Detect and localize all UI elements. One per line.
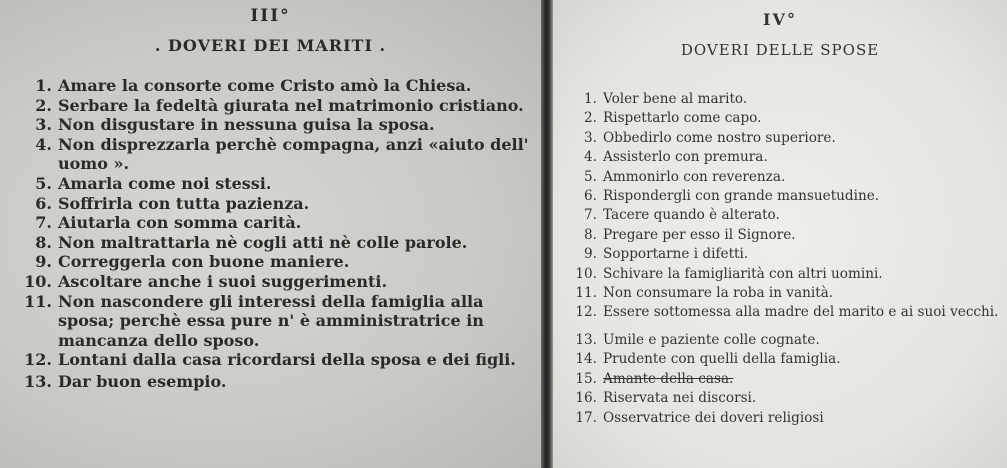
item-text: Assisterlo con premura. [603,149,768,166]
list-item [573,90,1005,109]
list-item [22,96,534,116]
item-text: Dar buon esempio. [58,371,227,391]
item-text: Amante della casa. [603,370,734,387]
right-page [553,0,1007,468]
list-item [573,331,1005,350]
item-text: Essere sottomessa alla madre del marito e ai suoi vecchi. [603,304,999,321]
item-number: 9. [584,246,597,263]
item-number: 7. [584,207,597,224]
list-item [22,272,534,292]
item-number: 3. [584,129,597,146]
item-text: Obbedirlo come nostro superiore. [603,129,836,146]
item-number: 8. [584,226,597,243]
item-text: Riservata nei discorsi. [603,390,757,407]
list-item [573,370,1005,389]
left-section-title: . DOVERI DEI MARITI . [154,36,387,55]
item-number: 11. [575,285,597,302]
item-number: 1. [584,91,597,107]
item-text: Amare la consorte come Cristo amò la Chiesa. [58,76,472,95]
list-item [573,389,1005,408]
item-text: Non nascondere gli interessi della famiglia alla sposa; perchè essa pure n' è amministratrice in mancanza dello sposo. [58,291,484,350]
item-number: 10. [575,265,597,282]
item-number: 11. [24,291,52,311]
list-item [22,194,534,214]
list-item [573,168,1005,187]
list-item [573,303,1005,322]
item-text: Non consumare la roba in vanità. [603,285,834,302]
right-section-numeral: IV° [763,10,797,29]
list-item [573,265,1005,284]
item-number: 5. [35,173,52,193]
item-number: 5. [584,168,597,185]
item-text: Tacere quando è alterato. [603,207,780,224]
item-number: 14. [575,351,597,368]
item-number: 16. [575,390,597,407]
list-item [22,115,534,135]
item-text: Rispettarlo come capo. [603,110,762,127]
list-item [573,350,1005,369]
list-item [22,233,534,253]
list-item [573,226,1005,245]
item-number: 12. [24,350,52,370]
list-item [573,109,1005,128]
item-number: 10. [24,271,52,291]
left-section-numeral: III° [250,6,291,26]
item-text: Non maltrattarla nè cogli atti nè colle parole. [58,232,468,252]
item-text: Aiutarla con somma carità. [58,213,302,233]
item-text: Rispondergli con grande mansuetudine. [603,188,880,205]
list-item [22,372,534,392]
item-number: 13. [24,371,52,391]
item-text: Amarla come noi stessi. [58,173,272,193]
item-number: 2. [584,110,597,127]
list-item [573,148,1005,167]
list-item [573,284,1005,303]
list-item [22,350,534,370]
list-item [573,206,1005,225]
item-text: Prudente con quelli della famiglia. [603,351,841,368]
list-item [22,174,534,194]
list-item [573,187,1005,206]
item-number: 1. [35,76,52,95]
list-item [573,245,1005,264]
item-text: Lontani dalla casa ricordarsi della sposa e dei figli. [58,350,516,370]
list-item [22,135,534,174]
item-text: Non disgustare in nessuna guisa la sposa. [58,115,435,135]
list-item [22,76,534,96]
list-item [22,252,534,272]
book-gutter [541,0,553,468]
list-item [22,213,534,233]
list-item [573,409,1005,428]
item-number: 15. [575,370,597,387]
item-number: 4. [35,134,52,154]
item-number: 3. [35,115,52,135]
item-text: Ascoltare anche i suoi suggerimenti. [58,271,388,291]
right-section-title: DOVERI DELLE SPOSE [680,41,880,59]
item-number: 9. [35,252,52,272]
item-number: 6. [35,193,52,213]
list-item [22,292,534,351]
wives-duties-list [573,90,1005,428]
item-text: Serbare la fedeltà giurata nel matrimonio cristiano. [58,95,524,115]
item-text: Pregare per esso il Signore. [603,226,796,243]
item-text: Sopportarne i difetti. [603,246,749,263]
item-text: Voler bene al marito. [603,91,748,107]
item-text: Schivare la famigliarità con altri uomini. [603,265,883,282]
item-text: Osservatrice dei doveri religiosi [603,409,824,426]
item-number: 12. [575,304,597,321]
item-number: 8. [35,232,52,252]
item-text: Non disprezzarla perchè compagna, anzi «aiuto dell' uomo ». [58,134,529,174]
item-text: Soffrirla con tutta pazienza. [58,193,310,213]
item-text: Umile e paziente colle cognate. [603,331,820,348]
item-number: 13. [575,331,597,348]
item-number: 17. [575,409,597,426]
item-text: Ammonirlo con reverenza. [603,168,786,185]
item-number: 6. [584,188,597,205]
item-number: 7. [35,213,52,233]
item-number: 4. [584,149,597,166]
item-number: 2. [35,95,52,115]
husbands-duties-list [22,76,534,392]
list-item [573,129,1005,148]
item-text: Correggerla con buone maniere. [58,252,350,272]
